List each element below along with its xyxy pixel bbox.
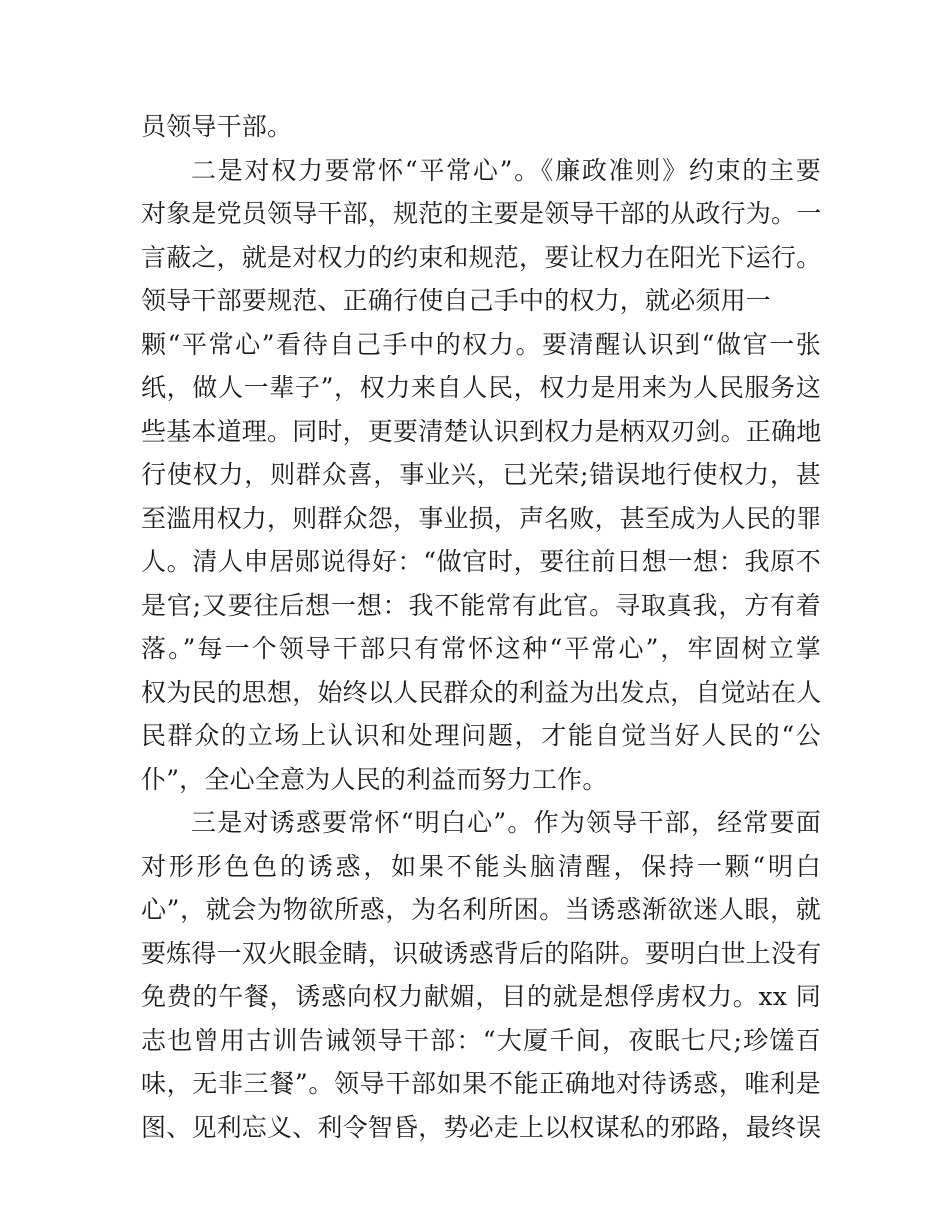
body-text [141, 105, 821, 1149]
text-line: 二是对权力要常怀“平常心”。《廉政准则》约束的主要 [191, 155, 821, 185]
text-line: 要炼得一双火眼金睛，识破诱惑背后的陷阱。要明白世上没有 [141, 938, 822, 968]
text-line: 人。清人申居郧说得好：“做官时，要往前日想一想：我原不 [141, 547, 821, 576]
text-line: 图、见利忘义、利令智昏，势必走上以权谋私的邪路，最终误 [141, 1112, 822, 1142]
text-line: 颗“平常心”看待自己手中的权力。要清醒认识到“做官一张 [141, 329, 821, 359]
text-line: 些基本道理。同时，更要清楚认识到权力是柄双刃剑。正确地 [141, 416, 822, 446]
text-line: 权为民的思想，始终以人民群众的利益为出发点，自觉站在人 [141, 677, 822, 707]
text-line: 至滥用权力，则群众怨，事业损，声名败，甚至成为人民的罪 [141, 503, 822, 533]
text-line: 纸，做人一辈子”，权力来自人民，权力是用来为人民服务这 [141, 373, 821, 402]
text-line: 落。”每一个领导干部只有常怀这种“平常心”，牢固树立掌 [141, 634, 821, 663]
text-line: 仆”，全心全意为人民的利益而努力工作。 [141, 764, 608, 794]
text-line: 味，无非三餐”。领导干部如果不能正确地对待诱惑，唯利是 [141, 1069, 821, 1098]
text-line: 免费的午餐，诱惑向权力献媚，目的就是想俘虏权力。xx 同 [141, 982, 821, 1011]
text-line: 对形形色色的诱惑，如果不能头脑清醒，保持一颗“明白 [141, 851, 821, 881]
text-line: 行使权力，则群众喜，事业兴，已光荣;错误地行使权力，甚 [141, 460, 821, 489]
text-line: 是官;又要往后想一想：我不能常有此官。寻取真我，方有着 [141, 590, 821, 620]
text-line: 民群众的立场上认识和处理问题，才能自觉当好人民的“公 [141, 721, 821, 750]
text-line: 员领导干部。 [141, 112, 293, 141]
text-line: 领导干部要规范、正确行使自己手中的权力，就必须用一 [141, 286, 772, 315]
text-line: 志也曾用古训告诫领导干部：“大厦千间，夜眠七尺;珍馐百 [141, 1025, 821, 1055]
text-line: 心”，就会为物欲所惑，为名利所困。当诱惑渐欲迷人眼，就 [141, 895, 821, 924]
text-line: 言蔽之，就是对权力的约束和规范，要让权力在阳光下运行。 [141, 242, 822, 272]
text-line: 对象是党员领导干部，规范的主要是领导干部的从政行为。一 [141, 199, 822, 228]
text-line: 三是对诱惑要常怀“明白心”。作为领导干部，经常要面 [191, 808, 821, 837]
